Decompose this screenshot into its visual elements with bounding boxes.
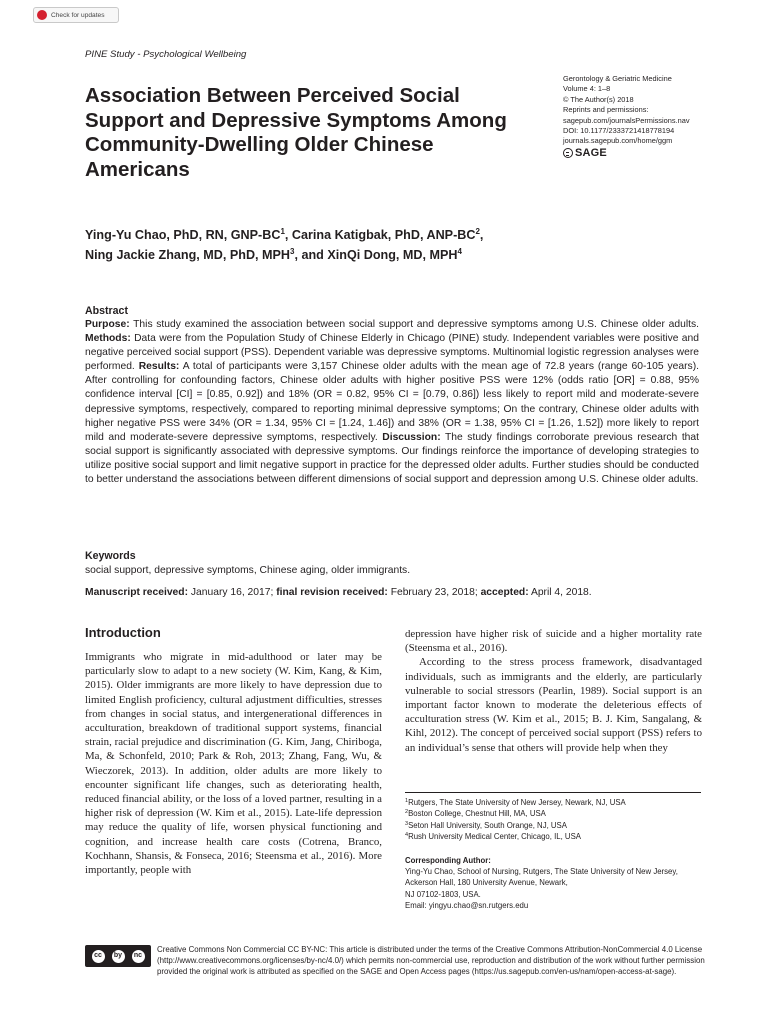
- check-updates-label: Check for updates: [51, 11, 105, 19]
- corresponding-address: NJ 07102-1803, USA.: [405, 889, 481, 899]
- abstract-body: [85, 318, 699, 487]
- introduction-heading: Introduction: [85, 625, 161, 640]
- author-separator: ,: [284, 228, 292, 242]
- affiliation-mark: 4: [405, 832, 409, 839]
- cc-icon: cc: [91, 949, 106, 964]
- revision-label: final revision received:: [276, 587, 388, 598]
- revision-date: February 23, 2018;: [390, 587, 478, 598]
- manuscript-dates: [85, 587, 725, 598]
- running-head: PINE Study - Psychological Wellbeing: [85, 49, 247, 60]
- abstract-results-label: Results:: [138, 361, 180, 373]
- keywords-text: social support, depressive symptoms, Chinese aging, older immigrants.: [85, 564, 411, 576]
- abstract-purpose: This study examined the association between social support and depressive symptoms among U.S. Chinese older adults.: [133, 319, 699, 330]
- corresponding-email[interactable]: Email: yingyu.chao@sn.rutgers.edu: [405, 900, 529, 910]
- affiliation-item: [405, 820, 705, 831]
- abstract-methods-label: Methods:: [85, 333, 131, 345]
- abstract-methods: Data were from the Population Study of Chinese Elderly in Chicago (PINE) study. Independent variables were positive and negative perceived social support (PSS). Dependent variable was depressive symptoms. Multinomial logistic regression analyses were performed.: [85, 333, 699, 373]
- author-list: [85, 225, 685, 265]
- cc-by-icon: by: [111, 949, 126, 964]
- keywords-heading: Keywords: [85, 550, 136, 562]
- journal-copyright: © The Author(s) 2018: [563, 94, 634, 104]
- license-notice: [85, 944, 705, 977]
- corresponding-author: [405, 855, 705, 911]
- author-affiliation-mark: 2: [475, 227, 480, 236]
- journal-reprints: Reprints and permissions:: [563, 105, 649, 115]
- author-name: XinQi Dong, MD, MPH: [327, 248, 458, 262]
- abstract: [85, 305, 699, 487]
- affiliation-item: [405, 797, 705, 808]
- sage-logo-text: SAGE: [575, 146, 607, 159]
- body-paragraph: Immigrants who migrate in mid-adulthood or later may be particularly slow to adapt to a new society (W. Kim, Kang, & Kim, 2015). Older immigrants are more likely to have depression due to limited English proficiency, cultural adjustment difficulties, stresses from changes in social status, and intergenerational differences in acculturation, breakdown of traditional support systems, financial strain, racial prejudice and discrimination (G. Kim, Jang, Chiriboga, Ma, & Schonfeld, 2010; Park & Roh, 2013; Zhang, Fang, Wu, & Wieczorek, 2013). In addition, older adults are more likely to encounter significant life changes, such as deteriorating health, reduced financial ability, or the loss of a loved partner, resulting in a higher risk of depression (W. Kim et al., 2015). Late-life depression may reduce the quality of life, worsen physical functioning and cognition, and increase health care costs (Cotrena, Branco, Kochhann, Shansis, & Fonseca, 2016; Steensma et al., 2016). More importantly, people with: [85, 651, 382, 877]
- journal-home-link[interactable]: journals.sagepub.com/home/ggm: [563, 136, 673, 146]
- author-affiliation-mark: 1: [280, 227, 285, 236]
- author-affiliation-mark: 3: [290, 247, 295, 256]
- accepted-date: April 4, 2018.: [530, 587, 592, 598]
- footnote-divider: [405, 792, 701, 793]
- corresponding-address: Ying-Yu Chao, School of Nursing, Rutgers, The State University of New Jersey, Ackerson Hall, 180 University Avenue, Newark,: [405, 867, 678, 888]
- affiliation-mark: 2: [405, 809, 409, 816]
- author-name: Ning Jackie Zhang, MD, PhD, MPH: [85, 248, 291, 262]
- abstract-heading: Abstract: [85, 305, 128, 317]
- sage-logo: [563, 148, 733, 158]
- journal-doi[interactable]: DOI: 10.1177/2333721418778194: [563, 126, 675, 136]
- journal-name: Gerontology & Geriatric Medicine: [563, 74, 672, 83]
- journal-info: [563, 74, 733, 158]
- affiliation-item: [405, 831, 705, 842]
- author-affiliation-mark: 4: [457, 247, 462, 256]
- body-column-left: [85, 650, 382, 877]
- abstract-results: A total of participants were 3,157 Chinese older adults with the mean age of 72.8 years (range 60-105 years). After controlling for confounding factors, Chinese older adults with higher positive PSS were 12% (odds ratio [OR] = 0.88, 95% confidence interval [CI] = [0.85, 0.92]) and 18% (OR = 0.82, 95% CI = [0.79, 0.86]) less likely to report mild and moderate-severe depressive symptoms, respectively, compared to reporting minimal depressive symptoms; On the contrary, Chinese older adults with higher negative PSS were 34% (OR = 1.34, 95% CI = [1.24, 1.46]) and 38% (OR = 1.38, 95% CI = [1.26, 1.52]) more likely to report mild and moderate-severe depressive symptoms, respectively.: [85, 361, 699, 443]
- body-paragraph: depression have higher risk of suicide and a higher mortality rate (Steensma et al., 2016).: [405, 628, 702, 655]
- abstract-discussion-label: Discussion:: [382, 431, 441, 443]
- affiliation-mark: 3: [405, 820, 409, 827]
- author-separator: ,: [479, 228, 484, 242]
- affiliation-item: [405, 808, 705, 819]
- keywords: [85, 549, 699, 578]
- affiliation-text: Boston College, Chestnut Hill, MA, USA: [408, 809, 546, 819]
- abstract-purpose-label: Purpose:: [85, 319, 130, 330]
- affiliation-mark: 1: [405, 798, 409, 804]
- accepted-label: accepted:: [480, 587, 529, 598]
- affiliation-text: Rush University Medical Center, Chicago, IL, USA: [408, 832, 581, 842]
- body-column-right: [405, 627, 702, 755]
- abstract-discussion: The study findings corroborate previous research that social support is significantly associated with depressive symptoms. Our findings reinforce the importance of developing strategies to utilize positive social support and limit negative support in practice for the depressed older adults. Further studies should be conducted to better understand the associations between different dimensions of social support and depression among U.S. Chinese older adults.: [85, 431, 699, 486]
- affiliations: [405, 797, 705, 843]
- received-label: Manuscript received:: [85, 587, 189, 598]
- cc-nc-icon: nc: [131, 949, 146, 964]
- sage-logo-icon: [563, 148, 573, 158]
- affiliation-text: Rutgers, The State University of New Jersey, Newark, NJ, USA: [408, 798, 626, 807]
- check-updates-icon: [37, 10, 47, 20]
- author-separator: , and: [294, 248, 328, 262]
- check-for-updates-button[interactable]: [33, 7, 119, 23]
- body-paragraph: According to the stress process framework, disadvantaged individuals, such as immigrants and the elderly, are particularly vulnerable to social stressors (Pearlin, 1989). Social support is an important factor known to moderate the deleterious effects of acculturation stress (W. Kim et al., 2015; B. J. Kim, Sangalang, & Kihl, 2012). The concept of perceived social support (PSS) refers to an individual’s sense that others will provide help when they: [405, 656, 702, 754]
- author-name: Carina Katigbak, PhD, ANP-BC: [291, 228, 476, 242]
- corresponding-heading: Corresponding Author:: [405, 856, 491, 865]
- author-name: Ying-Yu Chao, PhD, RN, GNP-BC: [85, 228, 281, 242]
- journal-volume: Volume 4: 1–8: [563, 84, 611, 94]
- cc-license-badge[interactable]: [85, 945, 151, 967]
- affiliation-text: Seton Hall University, South Orange, NJ, USA: [408, 820, 567, 830]
- received-date: January 16, 2017;: [190, 587, 274, 598]
- journal-permissions-link[interactable]: sagepub.com/journalsPermissions.nav: [563, 115, 690, 125]
- article-title: Association Between Perceived Social Support and Depressive Symptoms Among Community-Dwelling Older Chinese Americans: [85, 84, 507, 181]
- license-text: Creative Commons Non Commercial CC BY-NC: This article is distributed under the terms of the Creative Commons Attribution-NonCommercial 4.0 License (http://www.creativecommons.org/licenses/by-nc/4.0/) which permits non-commercial use, reproduction and distribution of the work without further permission provided the original work is attributed as specified on the SAGE and Open Access pages (https://us.sagepub.com/en-us/nam/open-access-at-sage).: [157, 945, 705, 977]
